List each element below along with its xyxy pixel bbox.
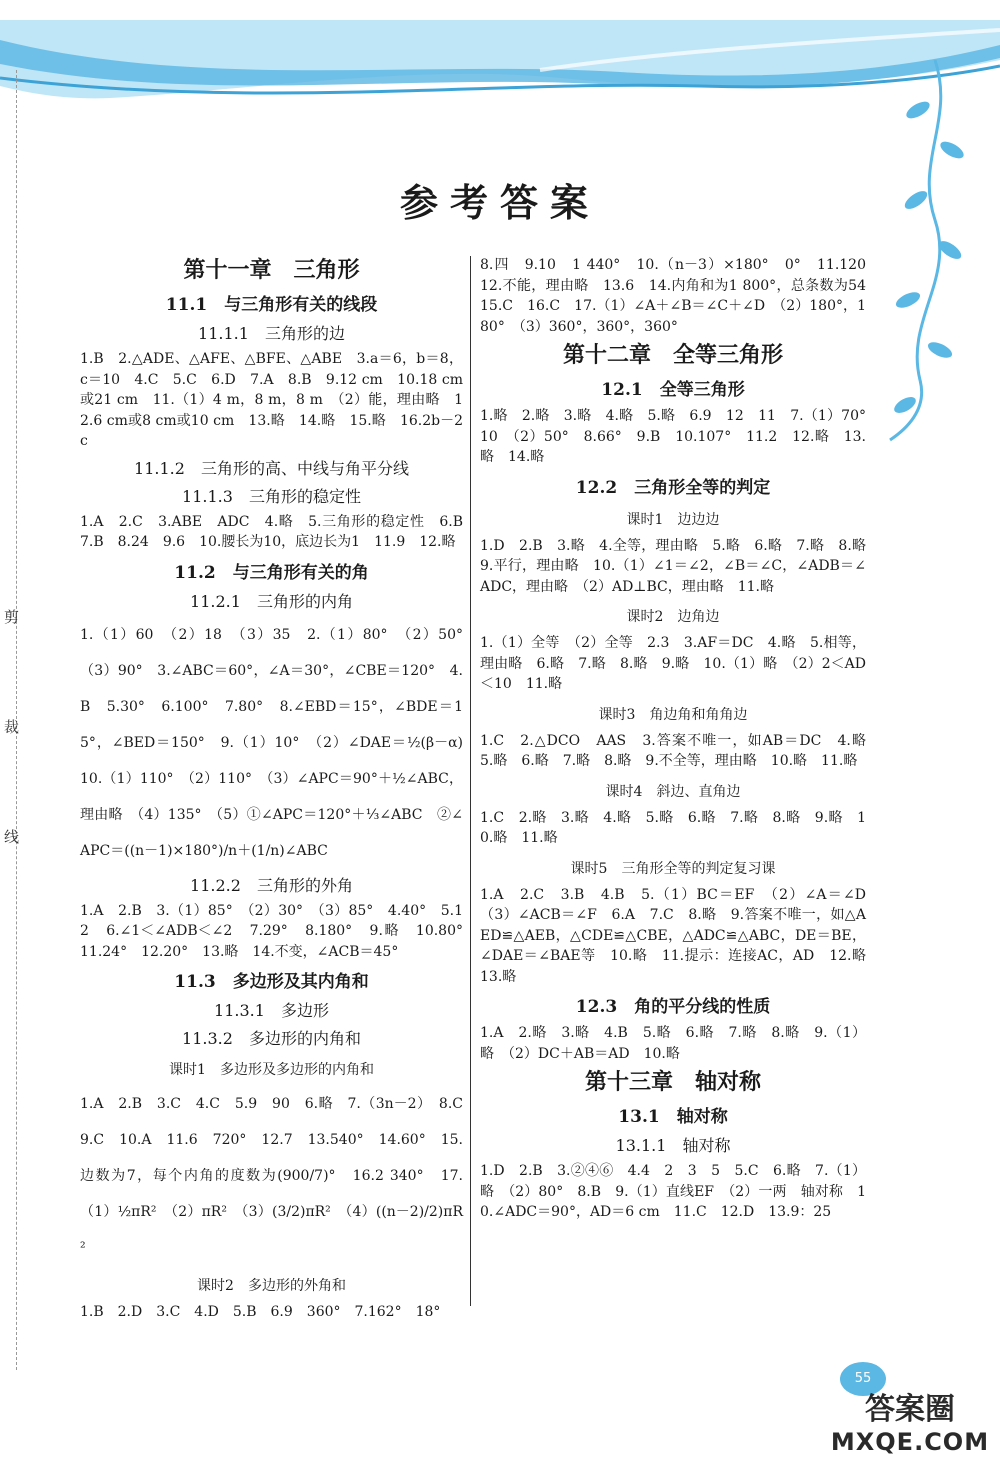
answers-11-1-2: 1.A 2.C 3.ABE ADC 4.略 5.三角形的稳定性 6.B 7.B 8.24 9.6 10.腰长为10，底边长为1 11.9 12.略	[80, 513, 477, 550]
lesson-12-2-5-heading: 课时5 三角形全等的判定复习课	[570, 860, 776, 877]
lesson-12-2-3-heading: 课时3 角边角和角角边	[598, 706, 748, 723]
lesson-11-3-2-heading: 课时2 多边形的外角和	[197, 1278, 346, 1294]
section-12-1-heading: 12.1 全等三角形	[601, 380, 745, 400]
margin-mark-trim: 裁	[4, 718, 20, 736]
watermark-url: MXQE.COM	[830, 1428, 990, 1456]
lesson-11-3-1-heading: 课时1 多边形及多边形的内角和	[169, 1062, 374, 1078]
subsection-11-1-3-heading: 11.1.3 三角形的稳定性	[182, 486, 361, 506]
section-11-2-heading: 11.2 与三角形有关的角	[174, 562, 369, 583]
answers-11-1-1: 1.B 2.△ADE、△AFE、△BFE、△ABE 3.a＝6，b＝8，c＝10 4.C 5.C 6.D 7.A 8.B 9.12 cm 10.18 cm或21 cm 11.（1）4 m，8 m，8 m （2）能，理由略 12.6 cm或8 cm或10 cm 13.略 14.略 15.略 16.2b－2c	[80, 351, 463, 449]
answers-12-2-5: 1.A 2.C 3.B 4.B 5.（1）BC＝EF （2）∠A＝∠D （3）∠ACB＝∠F 6.A 7.C 8.略 9.答案不唯一，如△AED≌△AEB，△CDE≌△CBE，△ADC≌△ABC，DE＝BE，∠DAE＝∠BAE等 10.略 11.提示：连接AC，AD 12.略 13.略	[480, 886, 880, 985]
margin-mark-line: 线	[4, 828, 20, 846]
section-12-2-heading: 12.2 三角形全等的判定	[575, 477, 771, 498]
answers-11-2-1: 1.（1）60 （2）18 （3）35 2.（1）80° （2）50° （3）90° 3.∠ABC＝60°，∠A＝30°，∠CBE＝120° 4.B 5.30° 6.100° 7.80° 8.∠EBD＝15°，∠BDE＝15°，∠BED＝150° 9.（1）10° （2）∠DAE＝½(β－α) 10.（1）110° （2）110° （3）∠APC＝90°＋½∠ABC，理由略 （4）135° （5）①∠APC＝120°＋⅓∠ABC ②∠APC＝((n－1)×180°)/n＋(1/n)∠ABC	[80, 626, 477, 859]
answers-11-continued: 8.四 9.10 1 440° 10.（n－3）×180° 0° 11.120 12.不能，理由略 13.6 14.内角和为1 800°，总条数为54 15.C 16.C 17.（1）∠A＋∠B＝∠C＋∠D （2）180°，180° （3）360°，360°，360°	[480, 257, 880, 335]
answers-11-2-2: 1.A 2.B 3.（1）85° （2）30° （3）85° 4.40° 5.1 2 6.∠1＜∠ADB＜∠2 7.29° 8.180° 9.略 10.80° 11.24° 12.20° 13.略 14.不变，∠ACB＝45°	[80, 902, 477, 960]
answers-12-2-2: 1.（1）全等 （2）全等 2.3 3.AF＝DC 4.略 5.相等，理由略 6.略 7.略 8.略 9.略 10.（1）略 （2）2＜AD＜10 11.略	[480, 635, 866, 692]
answers-11-3-1: 1.A 2.B 3.C 4.C 5.9 90 6.略 7.（3n－2） 8.C 9.C 10.A 11.6 720° 12.7 13.540° 14.60° 15.边数为7，每个内角的度数为(900/7)° 16.2 340° 17.（1）½πR² （2）πR² （3）(3/2)πR² （4）((n－2)/2)πR²	[80, 1096, 477, 1256]
lesson-12-2-2-heading: 课时2 边角边	[626, 609, 720, 625]
answers-11-3-2: 1.B 2.D 3.C 4.D 5.B 6.9 360° 7.162° 18°	[80, 1304, 441, 1320]
lesson-12-2-4-heading: 课时4 斜边、直角边	[605, 783, 741, 800]
answers-12-2-1: 1.D 2.B 3.略 4.全等，理由略 5.略 6.略 7.略 8.略 9.平行，理由略 10.（1）∠1＝∠2，∠B＝∠C，∠ADB＝∠ADC，理由略 （2）AD⊥BC，理由略 11.略	[480, 537, 880, 595]
page-number-badge: 55	[840, 1362, 886, 1396]
column-divider	[470, 256, 471, 1306]
watermark-text: 答案圈	[865, 1392, 955, 1427]
margin-mark-cut: 剪	[4, 608, 20, 626]
subsection-11-3-1-heading: 11.3.1 多边形	[214, 1001, 329, 1020]
subsection-11-3-2-heading: 11.3.2 多边形的内角和	[182, 1029, 361, 1048]
subsection-11-1-1-heading: 11.1.1 三角形的边	[198, 324, 345, 343]
answers-12-1: 1.略 2.略 3.略 4.略 5.略 6.9 12 11 7.（1）70° 10 （2）50° 8.66° 9.B 10.107° 11.2 12.略 13.略 14.略	[480, 408, 880, 465]
section-13-1-heading: 13.1 轴对称	[618, 1107, 728, 1127]
answers-12-2-4: 1.C 2.略 3.略 4.略 5.略 6.略 7.略 8.略 9.略 10.略 11.略	[480, 809, 866, 846]
answers-12-3: 1.A 2.略 3.略 4.B 5.略 6.略 7.略 8.略 9.（1）略 （2）DC＋AB＝AD 10.略	[480, 1025, 866, 1062]
answers-13-1-1: 1.D 2.B 3.②④⑥ 4.4 2 3 5 5.C 6.略 7.（1）略 （2）80° 8.B 9.（1）直线EF （2）一两 轴对称 10.∠ADC＝90°，AD＝6 cm 11.C 12.D 13.9：25	[480, 1163, 866, 1220]
subsection-11-1-2-heading: 11.1.2 三角形的高、中线与角平分线	[134, 458, 409, 478]
left-column	[80, 255, 477, 1326]
section-11-1-heading: 11.1 与三角形有关的线段	[165, 295, 378, 315]
section-12-3-heading: 12.3 角的平分线的性质	[575, 997, 771, 1017]
subsection-13-1-1-heading: 13.1.1 轴对称	[615, 1136, 731, 1155]
right-column	[480, 255, 880, 1226]
lesson-12-2-1-heading: 课时1 边边边	[626, 511, 720, 528]
subsection-11-2-2-heading: 11.2.2 三角形的外角	[190, 875, 353, 895]
page-title: 参考答案	[399, 180, 600, 225]
section-11-3-heading: 11.3 多边形及其内角和	[174, 972, 369, 992]
chapter-13-heading: 第十三章 轴对称	[584, 1069, 761, 1095]
answers-12-2-3: 1.C 2.△DCO AAS 3.答案不唯一，如AB＝DC 4.略 5.略 6.略 7.略 8.略 9.不全等，理由略 10.略 11.略	[480, 732, 880, 769]
watermark-logo	[825, 1392, 995, 1456]
chapter-12-heading: 第十二章 全等三角形	[562, 342, 783, 368]
subsection-11-2-1-heading: 11.2.1 三角形的内角	[190, 591, 353, 611]
chapter-11-heading: 第十一章 三角形	[183, 257, 360, 283]
